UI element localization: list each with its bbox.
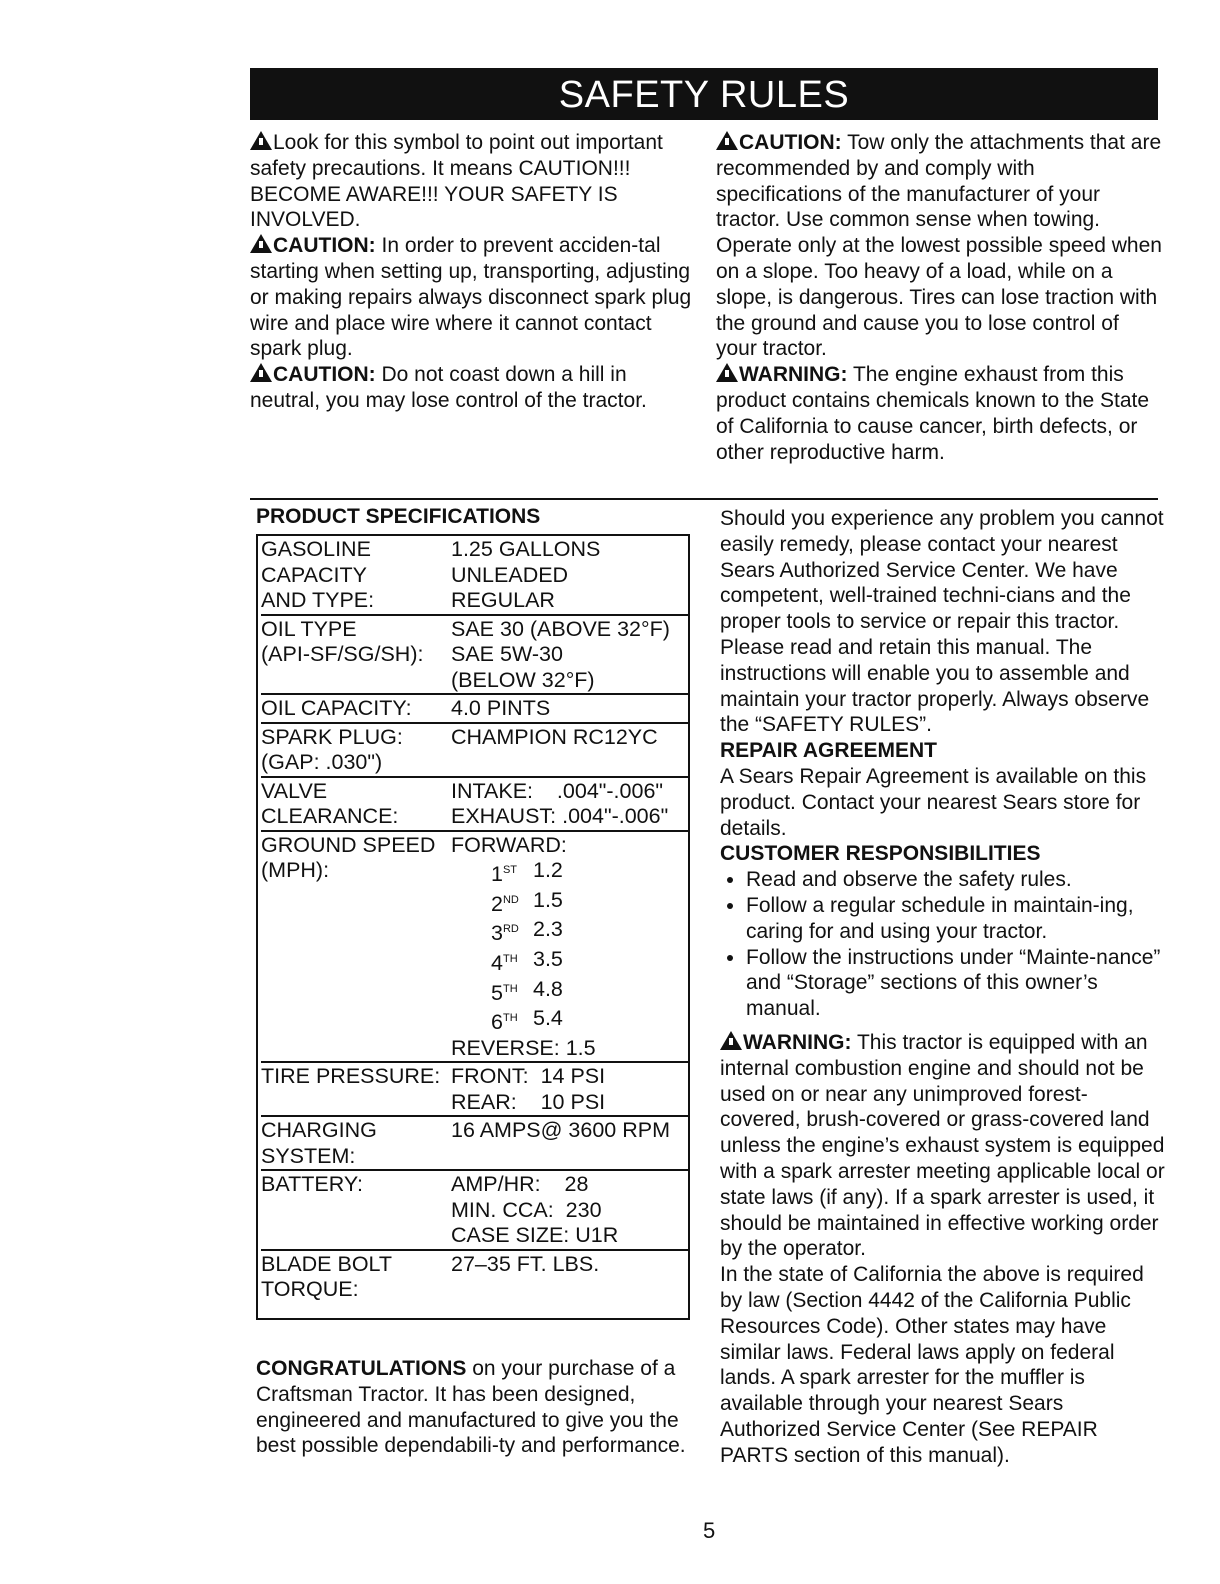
spec-label: SPARK PLUG: (GAP: .030") bbox=[261, 724, 403, 774]
spec-value: 27–35 FT. LBS. bbox=[451, 1251, 600, 1276]
spec-label: BLADE BOLT TORQUE: bbox=[261, 1251, 393, 1302]
manual-paragraph: Please read and retain this manual. The instructions will enable you to assemble and maintain your tractor properly. Always observe the “SAFETY RULES”. bbox=[720, 635, 1150, 737]
spec-label: GASOLINE CAPACITY AND TYPE: bbox=[261, 537, 375, 612]
caution-paragraph: CAUTION: Do not coast down a hill in neutral, you may lose control of the tractor. bbox=[250, 363, 647, 412]
gear: 3RD bbox=[491, 921, 519, 946]
page-title: SAFETY RULES bbox=[250, 68, 1158, 120]
spec-value: 16 AMPS@ 3600 RPM bbox=[451, 1118, 671, 1143]
spec-row-ground-speed bbox=[261, 832, 688, 1064]
spec-row-charging bbox=[261, 1117, 688, 1171]
repair-agreement-heading: REPAIR AGREEMENT bbox=[720, 739, 938, 763]
warning-triangle-icon bbox=[250, 234, 272, 253]
warning-paragraph: WARNING: This tractor is equipped with an internal combustion engine and should not be used on or near any unimproved forest-covered, brush-covered or grass-covered land unless the engine’s exhaust system is equipped with a spark arrester meeting applicable local or state laws (if any). If a spark arrester is used, it should be maintained in effective working order by the operator. bbox=[720, 1030, 1165, 1261]
warning-triangle-icon bbox=[720, 1031, 742, 1050]
specs-title: PRODUCT SPECIFICATIONS bbox=[256, 505, 541, 528]
page-number: 5 bbox=[703, 1518, 716, 1543]
list-item: • Read and observe the safety rules. bbox=[746, 867, 1166, 893]
responsibilities-list bbox=[720, 867, 1166, 1022]
spec-row-oil-type bbox=[261, 616, 688, 696]
spec-value: CHAMPION RC12YC bbox=[451, 724, 658, 749]
reverse-speed: REVERSE: 1.5 bbox=[451, 1035, 596, 1060]
spec-label: VALVE CLEARANCE: bbox=[261, 778, 399, 828]
warning-triangle-icon bbox=[250, 363, 272, 382]
gear: 6TH bbox=[491, 1010, 518, 1035]
list-item: • Follow the instructions under “Mainte-nance” and “Storage” sections of this owner’s manual. bbox=[746, 945, 1166, 1022]
specs-table bbox=[256, 534, 690, 1320]
spec-row-blade-bolt bbox=[261, 1251, 688, 1303]
spec-row-tire-pressure bbox=[261, 1063, 688, 1117]
gear-speed: 1.5 bbox=[533, 887, 563, 912]
repair-agreement-paragraph: A Sears Repair Agreement is available on this product. Contact your nearest Sears store for details. bbox=[720, 764, 1147, 840]
spec-row-valve bbox=[261, 778, 688, 832]
right-info-column bbox=[720, 506, 1166, 1468]
spec-row-oil-capacity bbox=[261, 695, 688, 724]
spec-label: OIL TYPE (API-SF/SG/SH): bbox=[261, 616, 424, 666]
spec-label: CHARGING SYSTEM: bbox=[261, 1118, 377, 1168]
section-divider bbox=[250, 498, 1158, 500]
gear-speed: 5.4 bbox=[533, 1006, 563, 1031]
gear: 2ND bbox=[491, 891, 519, 916]
congratulations-paragraph: CONGRATULATIONS on your purchase of a Craftsman Tractor. It has been designed, engineered and manufactured to give you the best possible dependabili-ty and performance. bbox=[256, 1357, 686, 1458]
caution-paragraph: CAUTION: Tow only the attachments that are recommended by and comply with specifications of the manufacturer of your tractor. Use common sense when towing. Operate only at the lowest possible speed when on a slope. Too heavy of a load, while on a slope, is dangerous. Tires can lose traction with the ground and cause you to lose control of your tractor. bbox=[716, 131, 1162, 361]
spec-label: GROUND SPEED (MPH): bbox=[261, 832, 436, 882]
gear: 5TH bbox=[491, 980, 518, 1005]
right-safety-column bbox=[716, 130, 1164, 465]
gear-speed: 3.5 bbox=[533, 946, 563, 971]
gear-speed-list bbox=[491, 858, 688, 1036]
left-safety-column bbox=[250, 130, 698, 414]
california-paragraph: In the state of California the above is required by law (Section 4442 of the California Public Resources Code). Other states may have similar laws. Federal laws apply on federal lands. A spark arrester for the muffler is available through your nearest Sears Authorized Service Center (See REPAIR PARTS section of this manual). bbox=[720, 1263, 1144, 1467]
spec-label: OIL CAPACITY: bbox=[261, 696, 412, 720]
customer-responsibilities-heading: CUSTOMER RESPONSIBILITIES bbox=[720, 842, 1041, 866]
spec-label: TIRE PRESSURE: bbox=[261, 1064, 441, 1089]
service-paragraph: Should you experience any problem you cannot easily remedy, please contact your nearest Sears Authorized Service Center. We have competent, well-trained techni-cians and the proper tools to service or repair this tractor. bbox=[720, 507, 1164, 634]
intro-paragraph: Look for this symbol to point out important safety precautions. It means CAUTION!!! BECOME AWARE!!! YOUR SAFETY IS INVOLVED. bbox=[250, 131, 663, 232]
gear-speed: 4.8 bbox=[533, 976, 563, 1001]
gear-speed: 1.2 bbox=[533, 858, 563, 882]
warning-triangle-icon bbox=[250, 131, 272, 150]
gear-speed: 2.3 bbox=[533, 917, 563, 942]
spec-value: FRONT: 14 PSI REAR: 10 PSI bbox=[451, 1064, 606, 1114]
caution-paragraph: CAUTION: In order to prevent acciden-tal starting when setting up, transporting, adjusting or making repairs always disconnect spark plug wire and place wire where it cannot contact spark plug. bbox=[250, 234, 692, 361]
forward-label: FORWARD: bbox=[451, 832, 567, 857]
spec-label: BATTERY: bbox=[261, 1172, 363, 1197]
list-item: • Follow a regular schedule in maintain-ing, caring for and using your tractor. bbox=[746, 893, 1166, 945]
spec-row-spark-plug bbox=[261, 724, 688, 778]
warning-triangle-icon bbox=[716, 363, 738, 382]
gear: 4TH bbox=[491, 951, 518, 976]
spec-value bbox=[451, 833, 688, 1062]
gear: 1ST bbox=[491, 862, 518, 887]
spec-row-battery bbox=[261, 1171, 688, 1251]
spec-row-gasoline bbox=[261, 536, 688, 616]
spec-value: 1.25 GALLONS UNLEADED REGULAR bbox=[451, 537, 601, 612]
spec-value: AMP/HR: 28 MIN. CCA: 230 CASE SIZE: U1R bbox=[451, 1172, 619, 1248]
spec-value: SAE 30 (ABOVE 32°F) SAE 5W-30 (BELOW 32°F) bbox=[451, 616, 670, 692]
warning-paragraph: WARNING: The engine exhaust from this product contains chemicals known to the State of California to cause cancer, birth defects, or other reproductive harm. bbox=[716, 363, 1150, 464]
spec-value: 4.0 PINTS bbox=[451, 696, 551, 720]
spec-value: INTAKE: .004"-.006" EXHAUST: .004"-.006" bbox=[451, 778, 669, 828]
warning-triangle-icon bbox=[716, 131, 738, 150]
